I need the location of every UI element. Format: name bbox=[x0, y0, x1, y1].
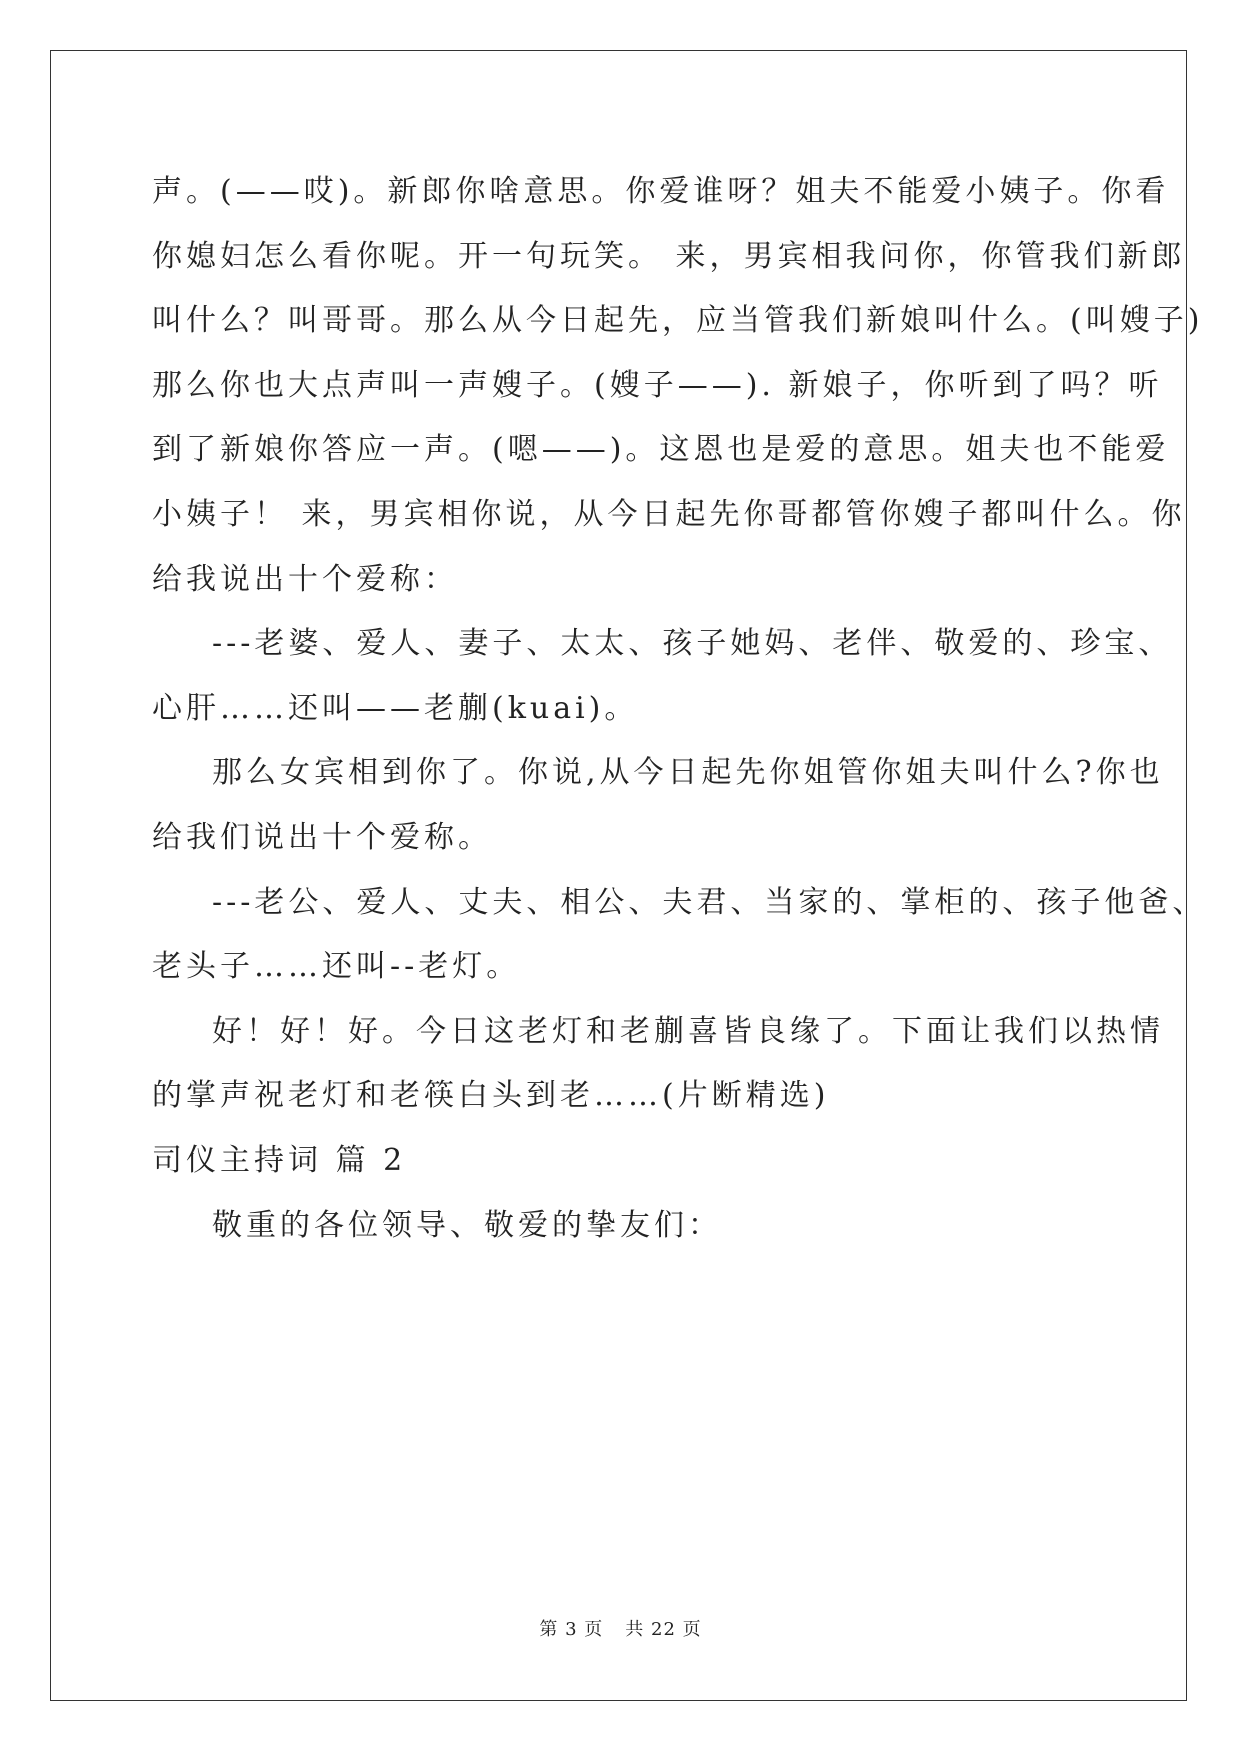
text-line: ---老公、爱人、丈夫、相公、夫君、当家的、掌柜的、孩子他爸、 bbox=[212, 884, 1207, 920]
text-line: 老头子……还叫--老灯。 bbox=[152, 949, 521, 985]
text-line: 小姨子！ 来，男宾相你说，从今日起先你哥都管你嫂子都叫什么。你 bbox=[152, 496, 1186, 532]
text-line: 给我们说出十个爱称。 bbox=[152, 819, 492, 855]
text-line: 那么女宾相到你了。你说,从今日起先你姐管你姐夫叫什么?你也 bbox=[212, 755, 1164, 791]
text-line: 你媳妇怎么看你呢。开一句玩笑。 来，男宾相我问你，你管我们新郎 bbox=[152, 238, 1186, 274]
page-total: 共 22 页 bbox=[625, 1619, 702, 1640]
text-line: 心肝……还叫——老蒯(kuai)。 bbox=[152, 690, 639, 726]
text-line: 的掌声祝老灯和老筷白头到老……(片断精选) bbox=[152, 1078, 830, 1114]
text-line: ---老婆、爱人、妻子、太太、孩子她妈、老伴、敬爱的、珍宝、 bbox=[212, 626, 1173, 662]
text-line: 到了新娘你答应一声。(嗯——)。这恩也是爱的意思。姐夫也不能爱 bbox=[152, 432, 1170, 468]
text-line: 给我说出十个爱称： bbox=[152, 561, 458, 597]
text-line: 敬重的各位领导、敬爱的挚友们： bbox=[212, 1207, 722, 1243]
page-number: 第 3 页 bbox=[539, 1619, 604, 1640]
text-line: 声。(——哎)。新郎你啥意思。你爱谁呀？姐夫不能爱小姨子。你看 bbox=[152, 174, 1170, 209]
document-body bbox=[152, 160, 1207, 1258]
text-line: 好！好！好。今日这老灯和老蒯喜皆良缘了。下面让我们以热情 bbox=[212, 1013, 1164, 1049]
text-line: 那么你也大点声叫一声嫂子。(嫂子——). 新娘子，你听到了吗？听 bbox=[152, 367, 1163, 403]
text-line: 叫什么？叫哥哥。那么从今日起先，应当管我们新娘叫什么。(叫嫂子) bbox=[152, 303, 1204, 339]
page-footer bbox=[0, 1615, 1241, 1641]
section-heading: 司仪主持词 篇 2 bbox=[152, 1142, 407, 1178]
